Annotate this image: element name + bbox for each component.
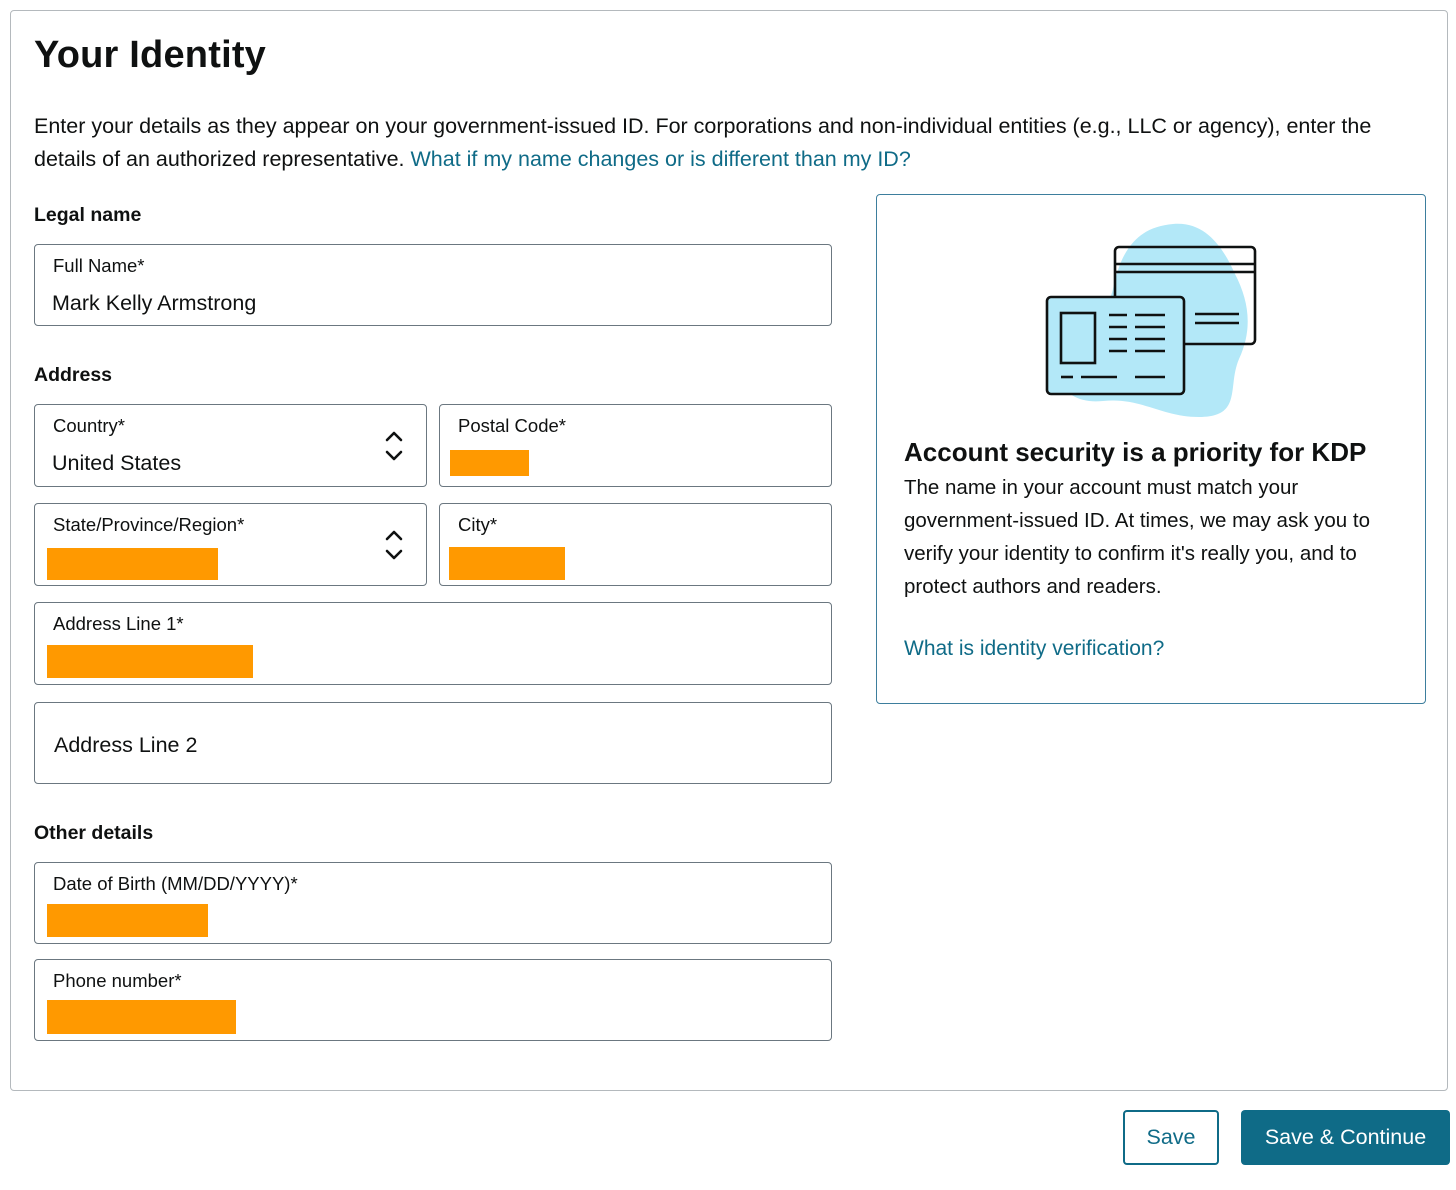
select-chevron-icon <box>384 429 404 463</box>
select-chevron-icon <box>384 528 404 562</box>
postal-code-label: Postal Code* <box>458 415 566 436</box>
identity-verification-link[interactable]: What is identity verification? <box>904 637 1165 660</box>
account-security-body: The name in your account must match your government-issued ID. At times, we may ask you to verify your identity to confirm it's really you, and to protect authors and readers. <box>904 476 1370 598</box>
other-details-heading: Other details <box>34 822 154 844</box>
date-of-birth-field[interactable] <box>34 862 832 944</box>
intro-text: Enter your details as they appear on your government-issued ID. For corporations and non-individual entities (e.g., LLC or agency), enter the details of an authorized representative. <box>34 114 1372 171</box>
phone-number-label: Phone number* <box>53 970 182 991</box>
redacted-address-line-1 <box>47 645 253 678</box>
country-select[interactable] <box>34 404 427 487</box>
address-line-1-label: Address Line 1* <box>53 613 184 634</box>
city-field[interactable] <box>439 503 832 586</box>
full-name-value: Mark Kelly Armstrong <box>52 291 257 315</box>
phone-number-field[interactable] <box>34 959 832 1041</box>
full-name-label: Full Name* <box>53 255 145 276</box>
full-name-field[interactable] <box>34 244 832 326</box>
name-change-help-link[interactable]: What if my name changes or is different than my ID? <box>410 147 911 171</box>
redacted-phone-number <box>47 1000 236 1034</box>
account-security-title: Account security is a priority for KDP <box>904 437 1367 467</box>
account-security-panel <box>876 194 1426 704</box>
id-card-icon <box>1043 219 1273 419</box>
postal-code-field[interactable] <box>439 404 832 487</box>
state-select[interactable] <box>34 503 427 586</box>
state-label: State/Province/Region* <box>53 514 245 535</box>
redacted-state <box>47 548 218 580</box>
country-label: Country* <box>53 415 125 436</box>
redacted-city <box>449 547 565 580</box>
address-heading: Address <box>34 364 113 386</box>
save-and-continue-button[interactable]: Save & Continue <box>1241 1110 1450 1165</box>
country-value: United States <box>52 451 182 475</box>
date-of-birth-label: Date of Birth (MM/DD/YYYY)* <box>53 873 298 894</box>
page-title: Your Identity <box>34 34 267 76</box>
address-line-2-field[interactable] <box>34 702 832 784</box>
city-label: City* <box>458 514 498 535</box>
address-line-1-field[interactable] <box>34 602 832 685</box>
intro-paragraph <box>34 110 1434 176</box>
redacted-postal-code <box>450 450 529 476</box>
redacted-date-of-birth <box>47 904 208 937</box>
save-button[interactable]: Save <box>1123 1110 1219 1165</box>
legal-name-heading: Legal name <box>34 204 142 226</box>
address-line-2-placeholder: Address Line 2 <box>54 733 198 757</box>
